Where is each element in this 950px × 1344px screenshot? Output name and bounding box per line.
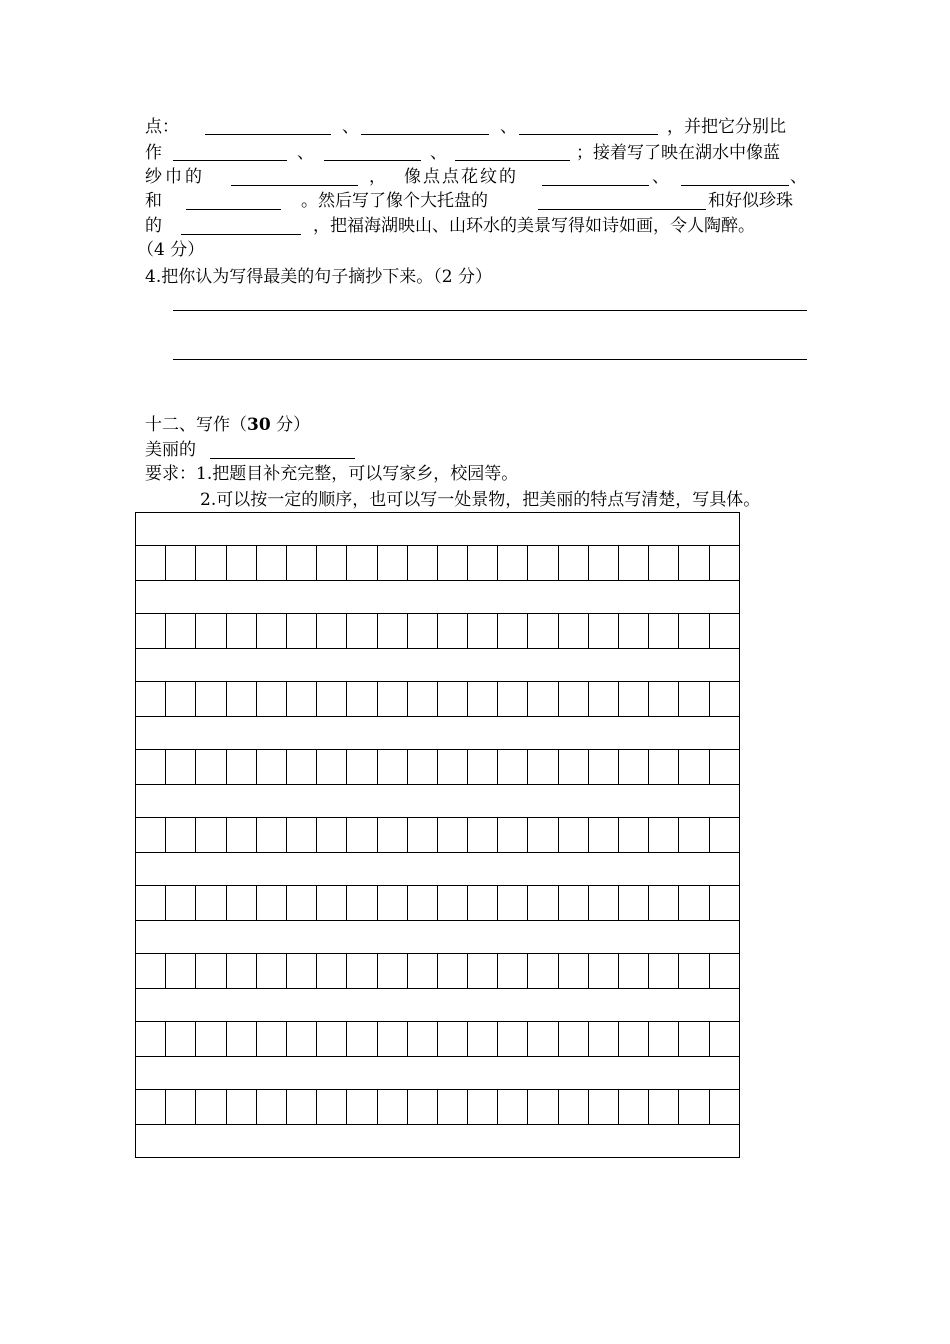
grid-cell[interactable] [196,1090,226,1125]
grid-spacer-row [136,921,740,954]
grid-cell[interactable] [559,546,589,581]
grid-cell[interactable] [257,886,287,921]
grid-cell[interactable] [257,1090,287,1125]
grid-cell[interactable] [287,682,317,717]
grid-cell[interactable] [347,750,377,785]
grid-cell[interactable] [317,546,347,581]
grid-cell[interactable] [136,818,166,853]
grid-cell[interactable] [136,1090,166,1125]
grid-cell[interactable] [317,682,347,717]
grid-cell[interactable] [679,1022,709,1057]
grid-cell[interactable] [559,750,589,785]
grid-cell[interactable] [287,818,317,853]
grid-cell[interactable] [166,546,196,581]
grid-cell[interactable] [196,546,226,581]
q3-line1-end: ，并把它分别比 [667,117,786,137]
grid-cell[interactable] [227,750,257,785]
grid-cell[interactable] [710,682,740,717]
grid-cell[interactable] [227,818,257,853]
grid-cell[interactable] [287,1090,317,1125]
grid-cell[interactable] [227,682,257,717]
grid-cell[interactable] [196,614,226,649]
grid-cell[interactable] [619,886,649,921]
grid-cell[interactable] [378,546,408,581]
grid-cell[interactable] [227,886,257,921]
q3-line5-end: ，把福海湖映山、山环水的美景写得如诗如画，令人陶醉。 [313,216,755,236]
grid-cell[interactable] [196,682,226,717]
grid-cell[interactable] [498,818,528,853]
grid-cell[interactable] [408,818,438,853]
grid-cell[interactable] [408,886,438,921]
heading-suffix: 分） [270,415,311,435]
grid-cell[interactable] [317,954,347,989]
q3-line1-start: 点： [145,117,179,137]
grid-cell[interactable] [468,886,498,921]
grid-cell[interactable] [227,614,257,649]
grid-cell[interactable] [166,886,196,921]
q3-separator: 、 [652,167,669,187]
heading-prefix: 十二、写作（ [145,415,247,435]
grid-cell[interactable] [589,886,619,921]
section-heading [145,415,310,435]
grid-cell[interactable] [378,614,408,649]
grid-cell[interactable] [438,886,468,921]
grid-cell[interactable] [528,1090,558,1125]
grid-cell[interactable] [679,614,709,649]
grid-cell[interactable] [166,818,196,853]
grid-cell[interactable] [559,1022,589,1057]
grid-cell[interactable] [528,546,558,581]
grid-cell[interactable] [468,818,498,853]
grid-spacer-row [136,581,740,614]
grid-cell[interactable] [589,682,619,717]
grid-cell[interactable] [287,614,317,649]
grid-cell[interactable] [589,1090,619,1125]
grid-cell[interactable] [227,1090,257,1125]
grid-cell[interactable] [136,750,166,785]
grid-cell[interactable] [589,546,619,581]
answer-blank[interactable] [205,134,331,135]
grid-cell[interactable] [227,1022,257,1057]
grid-spacer-row [136,1125,740,1158]
grid-cell[interactable] [166,614,196,649]
answer-blank[interactable] [455,160,570,161]
grid-cell[interactable] [559,682,589,717]
q3-line4-end: 和好似珍珠 [708,191,793,211]
grid-cell[interactable] [287,546,317,581]
grid-cell[interactable] [378,1090,408,1125]
grid-cell[interactable] [528,886,558,921]
grid-cell[interactable] [619,954,649,989]
grid-cell[interactable] [498,886,528,921]
grid-cell[interactable] [559,954,589,989]
answer-line[interactable] [173,310,807,311]
grid-cell[interactable] [408,954,438,989]
grid-cell[interactable] [438,614,468,649]
grid-spacer-row [136,785,740,818]
grid-cell[interactable] [679,954,709,989]
requirement-1: 要求：1.把题目补充完整，可以写家乡，校园等。 [145,464,519,484]
grid-cell[interactable] [257,750,287,785]
q4-prompt: 4.把你认为写得最美的句子摘抄下来。（2 分） [145,267,492,287]
grid-cell[interactable] [679,682,709,717]
grid-cell[interactable] [136,682,166,717]
q3-line4-middle: 。然后写了像个大托盘的 [301,191,488,211]
q3-line2-start: 作 [145,143,162,163]
grid-cell[interactable] [528,682,558,717]
grid-cell[interactable] [498,750,528,785]
grid-cell[interactable] [649,954,679,989]
grid-cell[interactable] [166,954,196,989]
grid-cell[interactable] [378,818,408,853]
grid-cell[interactable] [710,886,740,921]
requirement-2: 2.可以按一定的顺序，也可以写一处景物，把美丽的特点写清楚，写具体。 [200,490,761,510]
grid-cell[interactable] [649,614,679,649]
grid-cell[interactable] [166,1090,196,1125]
grid-cell[interactable] [468,1022,498,1057]
grid-spacer-row [136,717,740,750]
grid-cell[interactable] [317,750,347,785]
grid-cell[interactable] [166,682,196,717]
grid-cell[interactable] [378,750,408,785]
grid-cell[interactable] [649,1090,679,1125]
grid-cell[interactable] [378,954,408,989]
grid-cell[interactable] [559,614,589,649]
grid-cell[interactable] [378,886,408,921]
grid-cell[interactable] [136,614,166,649]
grid-cell[interactable] [408,1022,438,1057]
grid-cell[interactable] [619,614,649,649]
q3-line5-start: 的 [145,216,162,236]
grid-cell[interactable] [498,546,528,581]
grid-spacer-row [136,649,740,682]
grid-spacer-row [136,989,740,1022]
grid-cell[interactable] [317,886,347,921]
grid-cell[interactable] [619,1022,649,1057]
grid-cell[interactable] [559,1090,589,1125]
grid-cell[interactable] [589,954,619,989]
grid-cell[interactable] [438,1090,468,1125]
grid-cell[interactable] [528,818,558,853]
grid-cell[interactable] [438,818,468,853]
grid-cell[interactable] [196,1022,226,1057]
answer-blank[interactable] [181,234,301,235]
q3-separator: 、 [790,167,807,187]
grid-cell[interactable] [710,954,740,989]
q3-score: （4 分） [137,240,205,260]
q3-separator: 、 [430,143,447,163]
grid-cell[interactable] [227,546,257,581]
grid-cell[interactable] [136,954,166,989]
grid-cell[interactable] [498,1022,528,1057]
grid-cell[interactable] [317,1022,347,1057]
grid-cell[interactable] [196,818,226,853]
grid-cell[interactable] [679,546,709,581]
grid-cell[interactable] [498,1090,528,1125]
grid-cell[interactable] [136,886,166,921]
grid-cell[interactable] [710,614,740,649]
essay-grid[interactable] [135,512,740,1158]
answer-line[interactable] [173,359,807,360]
grid-cell[interactable] [347,1022,377,1057]
grid-spacer-row [136,513,740,546]
grid-cell[interactable] [408,614,438,649]
grid-cell[interactable] [619,818,649,853]
grid-cell[interactable] [528,954,558,989]
grid-cell[interactable] [287,954,317,989]
grid-cell[interactable] [468,614,498,649]
grid-cell[interactable] [347,614,377,649]
grid-cell-row [136,1090,740,1125]
grid-cell[interactable] [649,886,679,921]
answer-blank[interactable] [324,160,421,161]
grid-cell[interactable] [679,886,709,921]
grid-spacer-row [136,1057,740,1090]
q3-line2-end: ；接着写了映在湖水中像蓝 [576,143,780,163]
grid-cell-row [136,818,740,853]
grid-cell[interactable] [257,614,287,649]
grid-cell[interactable] [619,1090,649,1125]
grid-cell[interactable] [378,1022,408,1057]
grid-cell[interactable] [528,614,558,649]
grid-cell[interactable] [438,954,468,989]
grid-cell[interactable] [589,818,619,853]
q3-separator: 、 [500,117,517,137]
grid-cell[interactable] [317,614,347,649]
grid-cell[interactable] [347,954,377,989]
grid-cell[interactable] [166,1022,196,1057]
grid-cell[interactable] [317,818,347,853]
grid-cell-row [136,614,740,649]
answer-blank[interactable] [361,134,489,135]
grid-cell[interactable] [559,886,589,921]
grid-cell[interactable] [649,1022,679,1057]
grid-cell[interactable] [347,886,377,921]
answer-blank[interactable] [519,134,658,135]
q3-line4-start: 和 [145,191,162,211]
grid-cell[interactable] [196,750,226,785]
grid-cell[interactable] [287,886,317,921]
grid-cell[interactable] [227,954,257,989]
grid-cell[interactable] [649,750,679,785]
q3-comma: ， [369,167,386,187]
grid-cell[interactable] [589,750,619,785]
grid-cell[interactable] [257,1022,287,1057]
grid-cell[interactable] [317,1090,347,1125]
grid-cell-row [136,886,740,921]
grid-cell[interactable] [166,750,196,785]
essay-title-blank[interactable] [210,458,355,459]
grid-cell[interactable] [408,682,438,717]
grid-cell-row [136,682,740,717]
answer-blank[interactable] [173,160,287,161]
grid-cell[interactable] [438,750,468,785]
grid-cell[interactable] [347,682,377,717]
grid-cell[interactable] [438,682,468,717]
grid-cell-row [136,750,740,785]
grid-cell[interactable] [257,546,287,581]
grid-cell[interactable] [528,1022,558,1057]
q3-separator: 、 [297,143,314,163]
grid-cell[interactable] [257,818,287,853]
grid-cell[interactable] [408,750,438,785]
grid-cell[interactable] [679,1090,709,1125]
grid-cell[interactable] [498,614,528,649]
grid-cell[interactable] [468,954,498,989]
grid-cell-row [136,1022,740,1057]
grid-cell[interactable] [257,954,287,989]
grid-cell[interactable] [468,682,498,717]
grid-cell[interactable] [468,1090,498,1125]
grid-cell-row [136,546,740,581]
grid-cell[interactable] [287,750,317,785]
grid-cell[interactable] [196,886,226,921]
grid-cell[interactable] [589,614,619,649]
essay-title-prefix: 美丽的 [145,440,196,460]
q3-separator: 、 [342,117,359,137]
grid-cell[interactable] [498,682,528,717]
grid-cell[interactable] [619,682,649,717]
grid-cell[interactable] [408,546,438,581]
grid-cell[interactable] [649,682,679,717]
grid-cell[interactable] [679,750,709,785]
grid-cell[interactable] [196,954,226,989]
grid-cell-row [136,954,740,989]
grid-cell[interactable] [649,546,679,581]
grid-cell[interactable] [498,954,528,989]
answer-blank[interactable] [186,209,281,210]
grid-cell[interactable] [710,1090,740,1125]
grid-cell[interactable] [468,546,498,581]
q3-line3-start: 纱巾的 [145,167,205,187]
answer-blank[interactable] [542,185,649,186]
grid-cell[interactable] [347,818,377,853]
grid-cell[interactable] [438,546,468,581]
grid-cell[interactable] [710,818,740,853]
answer-blank[interactable] [231,185,358,186]
grid-cell[interactable] [710,546,740,581]
grid-cell[interactable] [378,682,408,717]
grid-cell[interactable] [619,750,649,785]
grid-cell[interactable] [619,546,649,581]
grid-cell[interactable] [710,1022,740,1057]
grid-cell[interactable] [559,818,589,853]
grid-cell[interactable] [347,1090,377,1125]
grid-cell[interactable] [468,750,498,785]
grid-cell[interactable] [257,682,287,717]
grid-cell[interactable] [710,750,740,785]
grid-cell[interactable] [136,546,166,581]
answer-blank[interactable] [538,209,706,210]
answer-blank[interactable] [681,185,789,186]
grid-cell[interactable] [408,1090,438,1125]
grid-cell[interactable] [136,1022,166,1057]
grid-cell[interactable] [528,750,558,785]
heading-score: 30 [247,415,271,435]
grid-cell[interactable] [649,818,679,853]
q3-line3-middle: 像点点花纹的 [404,167,518,187]
grid-cell[interactable] [287,1022,317,1057]
grid-spacer-row [136,853,740,886]
grid-cell[interactable] [438,1022,468,1057]
grid-cell[interactable] [347,546,377,581]
grid-cell[interactable] [679,818,709,853]
grid-cell[interactable] [589,1022,619,1057]
